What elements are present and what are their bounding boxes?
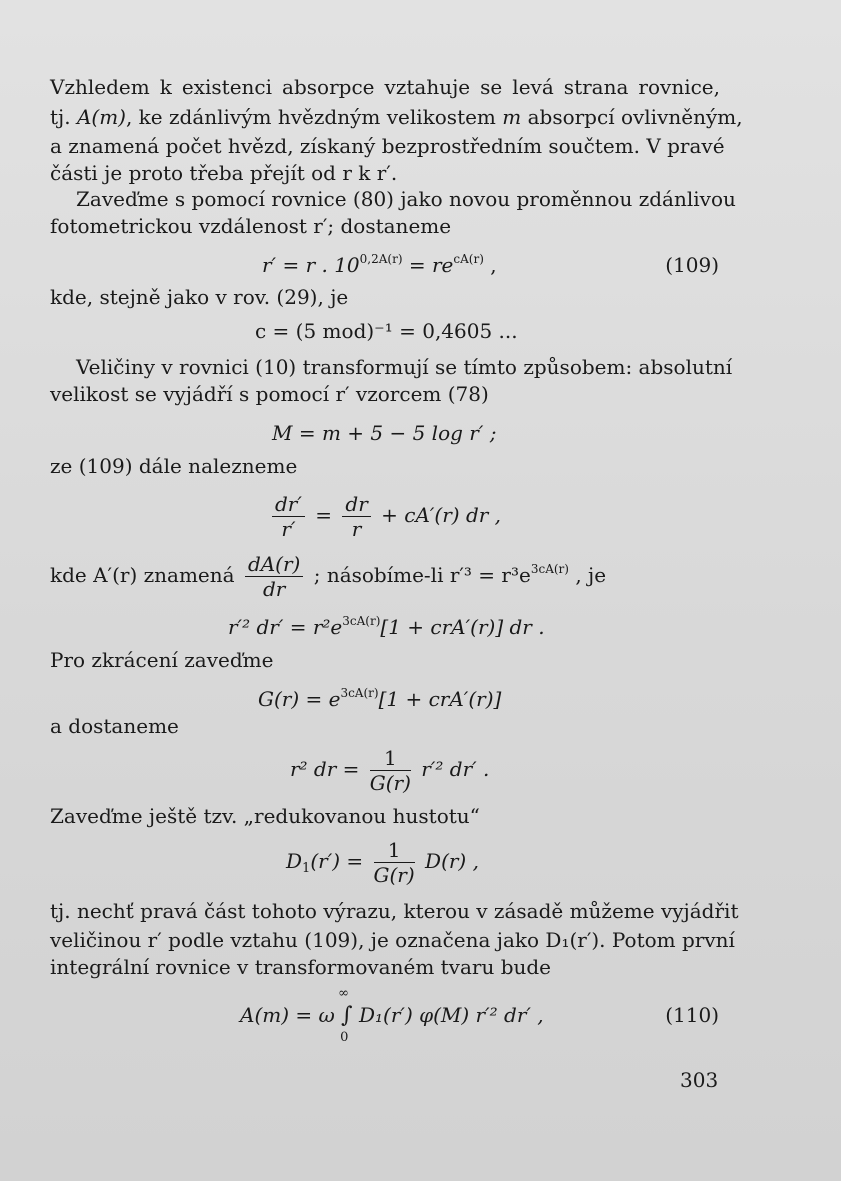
- numerator: dr: [342, 492, 370, 517]
- equation-r2dr: [290, 746, 489, 795]
- denominator: G(r): [373, 863, 415, 887]
- denominator: G(r): [369, 771, 411, 795]
- line-kde2: [50, 552, 606, 601]
- text: , ke zdánlivým hvězdným velikostem: [125, 105, 503, 129]
- para3-line1: Veličiny v rovnici (10) transformují se tímto způsobem: absolutní: [76, 355, 733, 379]
- eq-part: = re: [402, 253, 454, 277]
- fraction: [272, 492, 305, 541]
- text: kde A′(r) znamená: [50, 563, 235, 587]
- numerator: dr′: [272, 492, 305, 517]
- integral-sign: [338, 986, 353, 1045]
- eq-part: r′ = r . 10: [262, 253, 360, 277]
- eq-part: (r′) =: [310, 849, 364, 873]
- text: absorpcí ovlivněným,: [521, 105, 743, 129]
- eq-part: =: [315, 503, 333, 527]
- text-kde: kde, stejně jako v rov. (29), je: [50, 285, 349, 309]
- exponent: 3cA(r): [342, 614, 381, 628]
- denominator: r′: [281, 517, 296, 541]
- para1-line4: části je proto třeba přejít od r k r′.: [50, 161, 398, 185]
- numerator: dA(r): [245, 552, 303, 577]
- text: ; násobíme-li r′³ = r³e: [313, 563, 531, 587]
- para3-line2: velikost se vyjádří s pomocí r′ vzorcem (78): [50, 382, 489, 406]
- fraction: [342, 492, 370, 541]
- equation-D1: [286, 838, 479, 887]
- exponent: 0,2A(r): [359, 252, 403, 266]
- eq-part: r² dr =: [290, 757, 360, 781]
- equation-G: [258, 686, 501, 712]
- eq-part: r′² dr′ = r²e: [228, 615, 343, 639]
- eq-part: A(m) = ω: [240, 1003, 335, 1027]
- eq-part: [1 + crA′(r)]: [378, 687, 502, 711]
- lower-limit: 0: [340, 1030, 349, 1045]
- text-zavedme: Zaveďme ještě tzv. „redukovanou hustotu“: [50, 804, 480, 828]
- numerator: 1: [374, 838, 415, 863]
- eq-part: D₁(r′) φ(M) r′² dr′ ,: [358, 1003, 544, 1027]
- eq-part: G(r) = e: [258, 687, 341, 711]
- text-a-dostaneme: a dostaneme: [50, 714, 179, 738]
- text: , je: [568, 563, 607, 587]
- para1-line1: Vzhledem k existenci absorpce vztahuje se levá strana rovnice,: [50, 75, 720, 99]
- para1-line3: a znamená počet hvězd, získaný bezprostředním součtem. V pravé: [50, 134, 725, 158]
- para2-line2: fotometrickou vzdálenost r′; dostaneme: [50, 214, 452, 238]
- exponent: cA(r): [453, 252, 484, 266]
- equation-number-110: (110): [665, 1003, 719, 1027]
- exponent: 3cA(r): [340, 686, 379, 700]
- eq-part: r′² dr′ .: [421, 757, 490, 781]
- equation-number-109: (109): [665, 253, 719, 277]
- para4-line1: tj. nechť pravá část tohoto výrazu, kterou v zásadě můžeme vyjádřit: [50, 899, 739, 923]
- eq-part: [1 + crA′(r)] dr .: [380, 615, 545, 639]
- math: m: [502, 105, 522, 129]
- para1-line2: [50, 104, 743, 130]
- integral: ∫: [341, 1003, 353, 1028]
- denominator: dr: [262, 577, 286, 601]
- equation-c: c = (5 mod)⁻¹ = 0,4605 ...: [255, 319, 518, 343]
- fraction: [245, 552, 303, 601]
- para2-line1: Zaveďme s pomocí rovnice (80) jako novou proměnnou zdánlivou: [76, 187, 736, 211]
- text: tj.: [50, 105, 77, 129]
- eq-part: D: [286, 849, 303, 873]
- para4-line3: integrální rovnice v transformovaném tvaru bude: [50, 955, 552, 979]
- math: A(m): [76, 105, 126, 129]
- equation-M: M = m + 5 − 5 log r′ ;: [272, 421, 497, 445]
- eq-part: D(r) ,: [425, 849, 479, 873]
- fraction: [374, 838, 415, 887]
- page-number: 303: [680, 1068, 719, 1092]
- eq-part: + cA′(r) dr ,: [381, 503, 502, 527]
- exponent: 3cA(r): [530, 562, 569, 576]
- equation-109: [262, 252, 497, 278]
- upper-limit: ∞: [338, 986, 349, 1001]
- equation-r2: [228, 614, 545, 640]
- text-pro: Pro zkrácení zaveďme: [50, 648, 274, 672]
- numerator: 1: [370, 746, 411, 771]
- denominator: r: [351, 517, 362, 541]
- subscript: 1: [302, 861, 311, 876]
- equation-110: [240, 986, 544, 1045]
- eq-part: ,: [483, 253, 497, 277]
- equation-dr: [268, 492, 501, 541]
- text-ze: ze (109) dále nalezneme: [50, 454, 298, 478]
- para4-line2: veličinou r′ podle vztahu (109), je označena jako D₁(r′). Potom první: [50, 928, 735, 952]
- fraction: [370, 746, 411, 795]
